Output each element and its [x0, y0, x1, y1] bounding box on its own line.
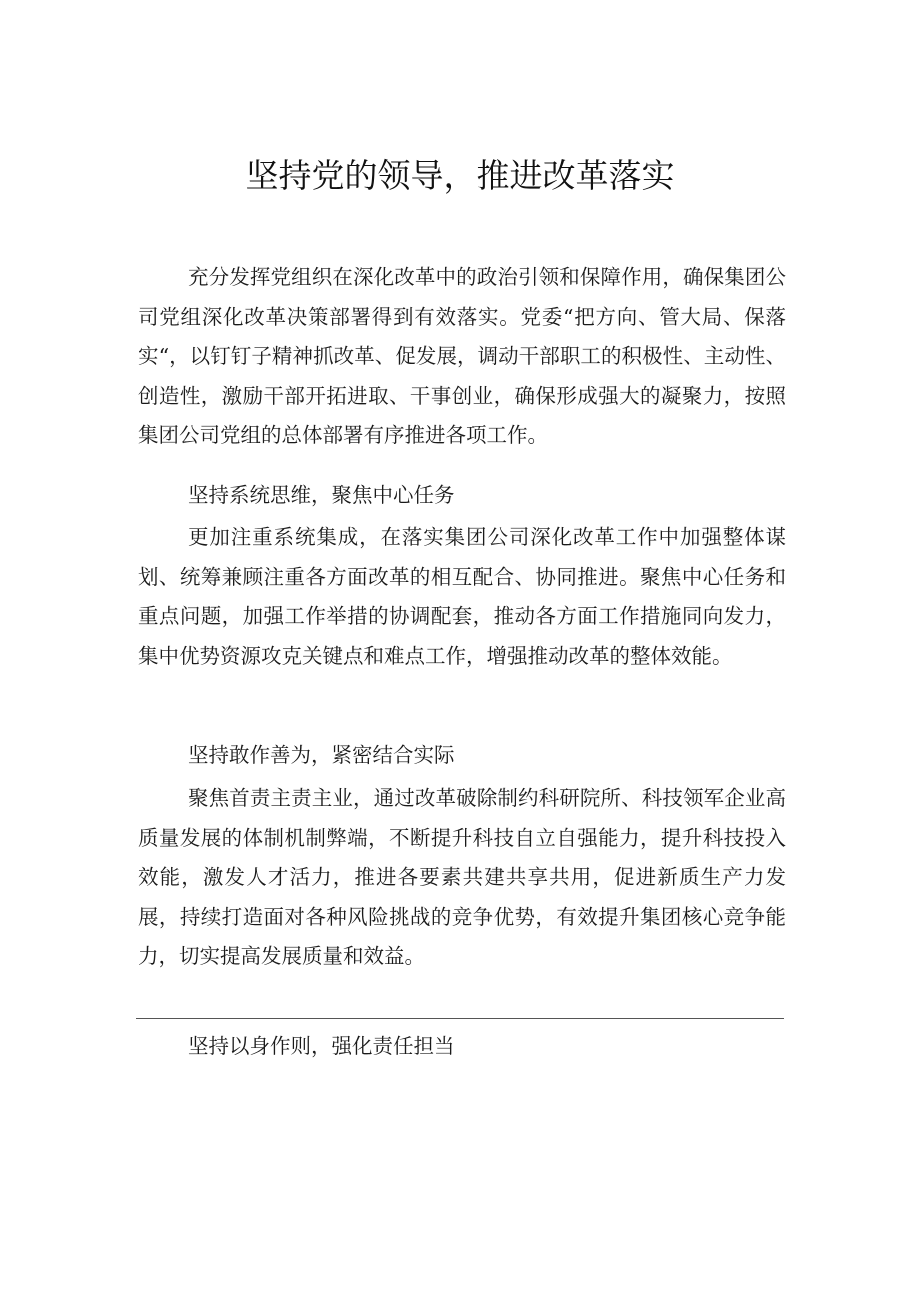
paragraph-core-business: 聚焦首责主责主业，通过改革破除制约科研院所、科技领军企业高质量发展的体制机制弊端，不断提升科技自立自强能力，提升科技投入效能，激发人才活力，推进各要素共建共享共用，促进新质生产力发展，持续打造面对各种风险挑战的竞争优势，有效提升集团核心竞争能力，切实提高发展质量和效益。: [138, 786, 786, 969]
section-heading-bold-action: 坚持敢作善为，紧密结合实际: [188, 743, 455, 767]
page-title: 坚持党的领导，推进改革落实: [245, 156, 675, 195]
paragraph-systems-integration: 更加注重系统集成，在落实集团公司深化改革工作中加强整体谋划、统筹兼顾注重各方面改革的相互配合、协同推进。聚焦中心任务和重点问题，加强工作举措的协调配套，推动各方面工作措施同向发力，集中优势资源攻克关键点和难点工作，增强推动改革的整体效能。: [138, 525, 786, 668]
section-heading-systems-thinking: 坚持系统思维，聚焦中心任务: [188, 483, 455, 507]
horizontal-divider: [136, 1018, 784, 1019]
section-heading-responsibility: 坚持以身作则，强化责任担当: [188, 1034, 455, 1058]
paragraph-leadership: 充分发挥党组织在深化改革中的政治引领和保障作用，确保集团公司党组深化改革决策部署得到有效落实。党委“把方向、管大局、保落实“，以钉钉子精神抓改革、促发展，调动干部职工的积极性、主动性、创造性，激励干部开拓进取、干事创业，确保形成强大的凝聚力，按照集团公司党组的总体部署有序推进各项工作。: [138, 265, 786, 448]
